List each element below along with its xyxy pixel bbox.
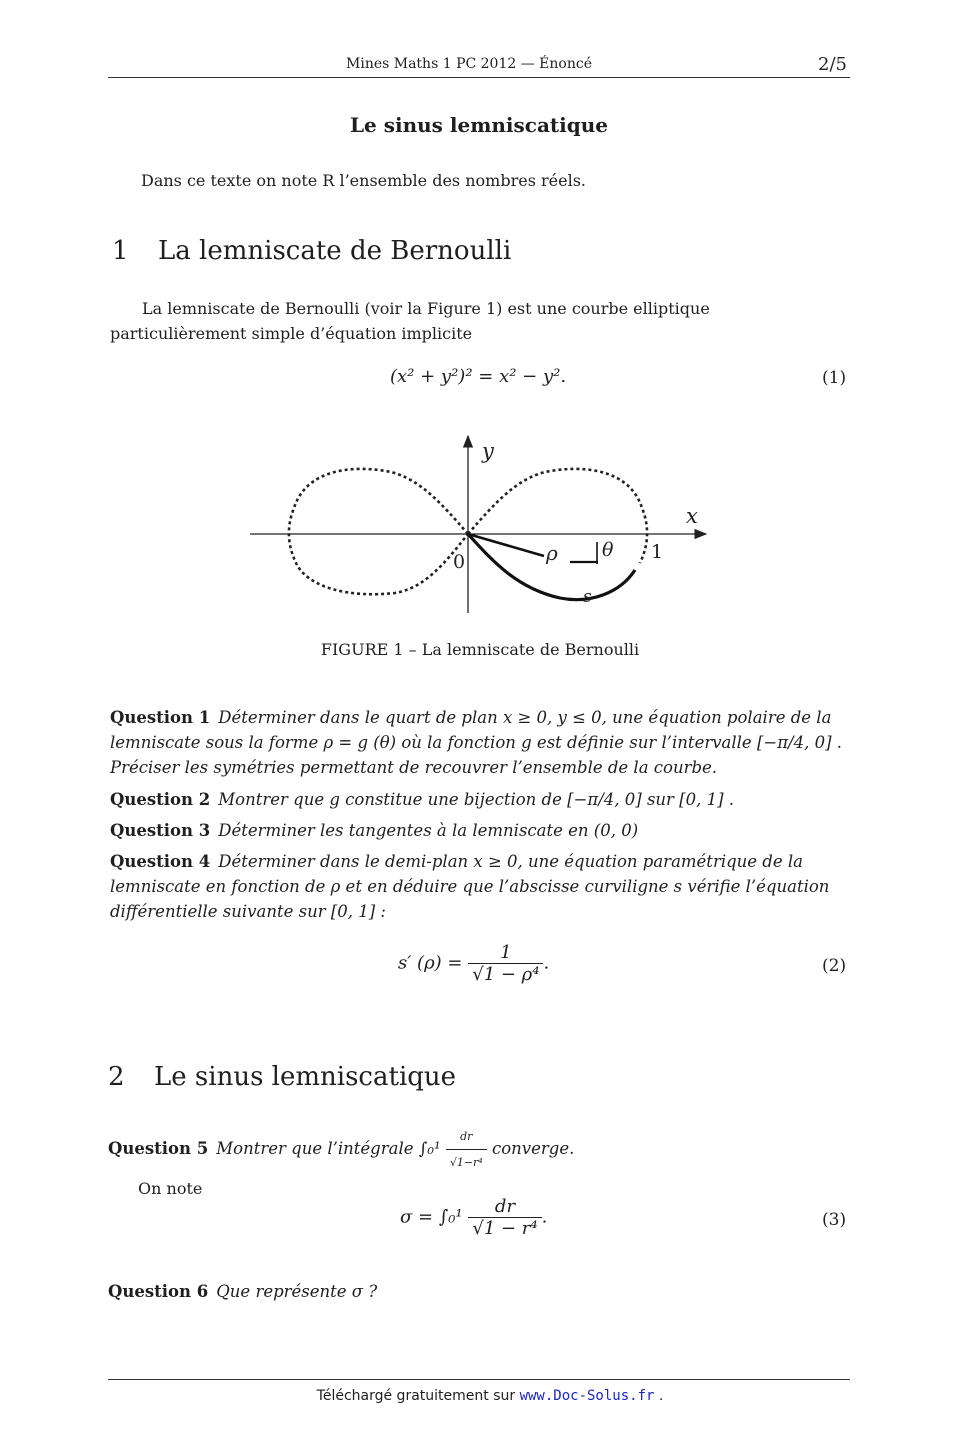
question-6-label: Question 6 [108,1282,209,1301]
label-s: s [583,587,592,607]
question-6 [108,1279,848,1304]
footer [0,1388,980,1404]
equation-3-label: (3) [822,1210,847,1230]
equation-2-label: (2) [822,956,847,976]
footer-text: Téléchargé gratuitement sur [316,1388,520,1404]
equation-1 [390,366,566,387]
lemniscate-figure [240,428,720,620]
question-1-text: Déterminer dans le quart de plan x ≥ 0, y ≤ 0, une équation polaire de la lemniscate sous la forme ρ = g (θ) où la fonction g est définie sur l’intervalle [−π/4, 0] . Préciser les symétries permettant de recouvrer l’ensemble de la courbe. [110,708,843,777]
figure-caption: FIGURE 1 – La lemniscate de Bernoulli [320,640,640,659]
question-3-label: Question 3 [110,821,211,840]
question-5-text-before: Montrer que l’intégrale ∫₀¹ [216,1139,441,1158]
footer-rule [108,1379,850,1380]
equation-2-denominator: √1 − ρ⁴ [472,964,540,985]
question-6-text: Que représente σ ? [216,1282,378,1301]
section-1-number: 1 [112,236,129,266]
section-1-paragraph: La lemniscate de Bernoulli (voir la Figure 1) est une courbe elliptique particulièrement simple d’équation implicite [110,299,710,343]
equation-2 [398,942,549,985]
question-4-text: Déterminer dans le demi-plan x ≥ 0, une équation paramétrique de la lemniscate en fonction de ρ et en déduire que l’abscisse curviligne s vérifie l’équation différentielle suivante sur [0, 1] : [110,852,830,921]
section-2-number: 2 [108,1062,125,1092]
header-rule [108,77,850,78]
footer-end: . [654,1388,664,1404]
section-1-heading [112,236,511,266]
footer-link[interactable]: www.Doc-Solus.fr [519,1388,655,1404]
equation-2-fraction [468,942,543,985]
equation-1-label: (1) [822,368,847,388]
label-theta: θ [602,539,614,561]
on-note-text: On note [138,1179,203,1198]
question-5-numerator: dr [446,1124,487,1150]
document-title: Le sinus lemniscatique [349,113,609,137]
question-4-label: Question 4 [110,852,211,871]
question-3-text: Déterminer les tangentes à la lemniscate en (0, 0) [218,821,639,840]
question-1 [110,705,850,780]
section-2-title: Le sinus lemniscatique [154,1062,457,1092]
question-2-text: Montrer que g constitue une bijection de [−π/4, 0] sur [0, 1] . [218,790,735,809]
question-5-fraction [446,1124,487,1175]
question-5-text-after: converge. [491,1139,575,1158]
question-5-label: Question 5 [108,1139,209,1158]
question-2 [110,787,850,812]
equation-2-numerator: 1 [468,942,543,964]
question-3 [110,818,850,843]
equation-1-lhs: (x² + y²)² [390,366,473,387]
page-number: 2/5 [818,54,847,75]
equation-3-denominator: √1 − r⁴ [472,1218,538,1239]
equation-2-lhs: s′ (ρ) = [398,952,463,974]
question-1-label: Question 1 [110,708,211,727]
question-4 [110,849,850,924]
question-5 [108,1124,848,1175]
section-2-heading [108,1062,456,1092]
equation-3-end: . [541,1206,548,1228]
label-x: x [686,504,698,528]
label-one: 1 [651,541,664,563]
section-1-title: La lemniscate de Bernoulli [158,236,512,266]
lemniscate-left-lobe-dotted [289,469,468,594]
equation-3-fraction [468,1196,541,1239]
equation-2-end: . [543,952,550,974]
label-rho: ρ [546,541,558,565]
question-2-label: Question 2 [110,790,211,809]
label-origin: 0 [453,551,466,573]
label-y: y [482,439,494,463]
equation-3-numerator: dr [468,1196,541,1218]
equation-1-rhs: = x² − y². [478,366,567,387]
equation-3 [400,1196,547,1239]
question-5-denominator: √1−r⁴ [449,1156,483,1169]
equation-3-lhs: σ = ∫₀¹ [400,1206,463,1228]
intro-paragraph: Dans ce texte on note R l’ensemble des nombres réels. [141,171,586,190]
running-header: Mines Maths 1 PC 2012 — Énoncé [346,56,592,72]
